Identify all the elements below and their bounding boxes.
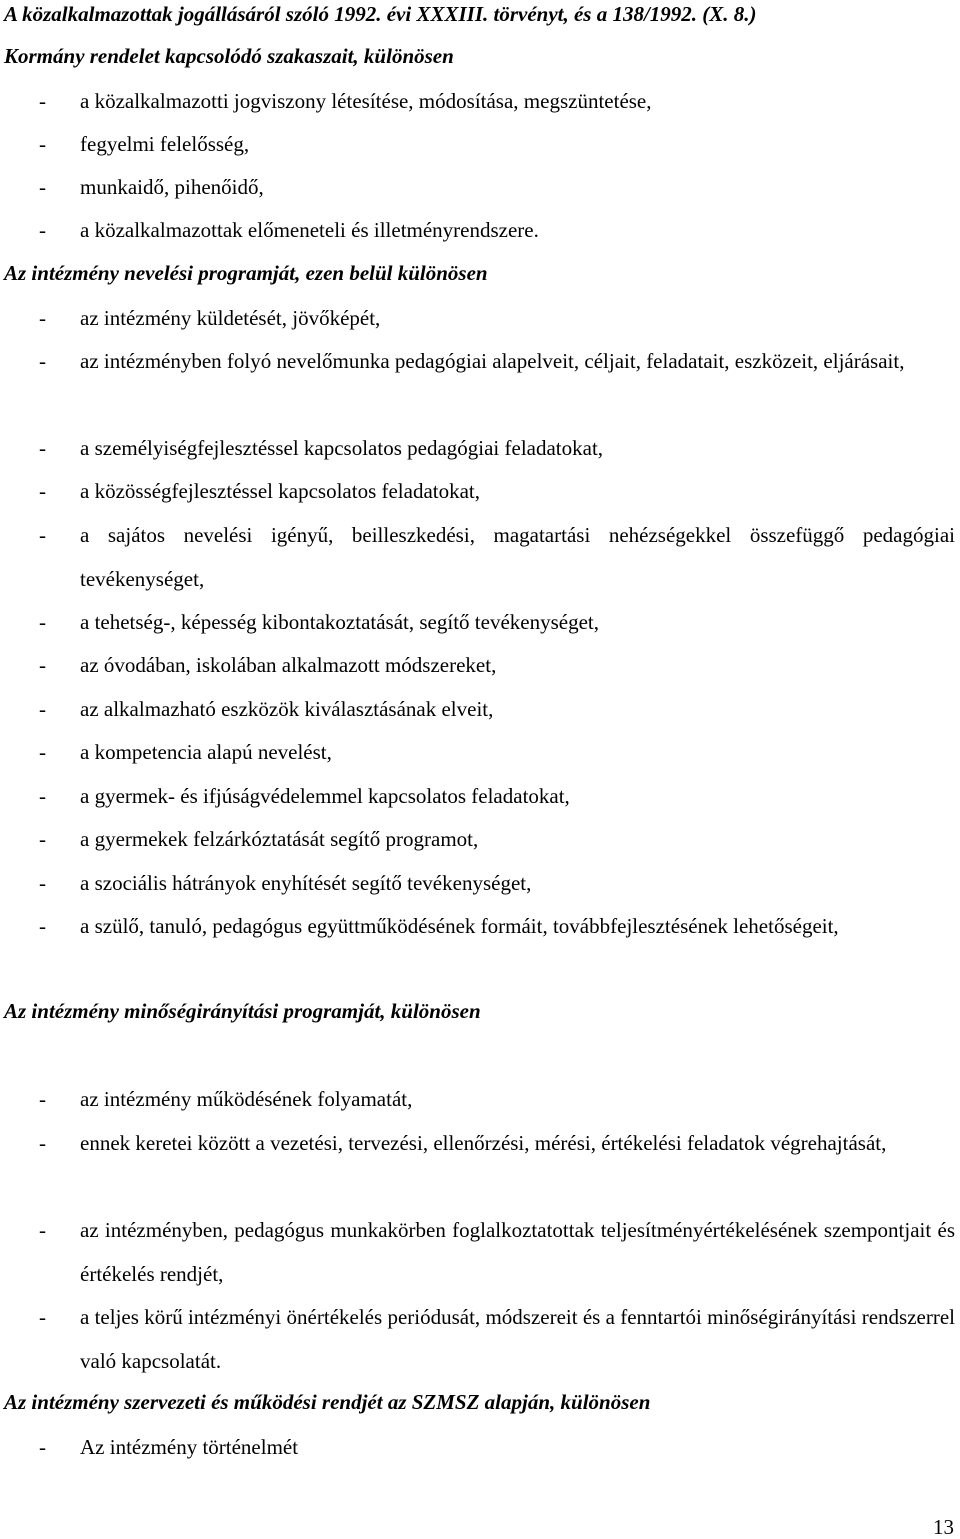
bullet-dash: - xyxy=(39,1435,46,1459)
list-item-text: a közalkalmazotti jogviszony létesítése, módosítása, megszüntetése, xyxy=(80,89,652,113)
list-item-text: a tehetség-, képesség kibontakoztatását, segítő tevékenységet, xyxy=(80,610,599,634)
list-item-text: a szociális hátrányok enyhítését segítő tevékenységet, xyxy=(80,871,532,895)
bullet-dash: - xyxy=(39,175,46,199)
list-item xyxy=(39,297,955,341)
list-item xyxy=(39,1296,955,1383)
bullet-dash: - xyxy=(39,697,46,721)
list-item xyxy=(39,775,955,819)
bullet-dash: - xyxy=(39,218,46,242)
list-item xyxy=(39,1078,955,1122)
list-item-text: ennek keretei között a vezetési, tervezési, ellenőrzési, mérési, értékelési feladatok végrehajtását, xyxy=(80,1131,887,1155)
bullet-dash: - xyxy=(39,740,46,764)
list-item xyxy=(39,123,955,167)
list-item xyxy=(39,514,955,601)
list-item xyxy=(39,1122,955,1166)
list-item xyxy=(39,80,955,124)
list-item xyxy=(39,862,955,906)
bullet-dash: - xyxy=(39,784,46,808)
list-item xyxy=(39,470,955,514)
list-item-text: munkaidő, pihenőidő, xyxy=(80,175,264,199)
list-item xyxy=(39,209,955,253)
list-item-text: az óvodában, iskolában alkalmazott módszereket, xyxy=(80,653,497,677)
list-item-text: a sajátos nevelési igényű, beilleszkedési, magatartási nehézségekkel összefüggő pedagógiai tevékenységet, xyxy=(80,523,955,591)
bullet-dash: - xyxy=(39,653,46,677)
bullet-dash: - xyxy=(39,1218,46,1242)
list-item-text: fegyelmi felelősség, xyxy=(80,132,250,156)
bullet-dash: - xyxy=(39,436,46,460)
list-item-text: a gyermekek felzárkóztatását segítő programot, xyxy=(80,827,479,851)
list-item-text: az intézmény küldetését, jövőképét, xyxy=(80,306,381,330)
bullet-dash: - xyxy=(39,306,46,330)
page-number: 13 xyxy=(933,1515,954,1539)
bullet-dash: - xyxy=(39,871,46,895)
list-item xyxy=(39,601,955,645)
list-item xyxy=(39,905,955,949)
bullet-dash: - xyxy=(39,479,46,503)
section-heading: Az intézmény szervezeti és működési rendjét az SZMSZ alapján, különösen xyxy=(4,1390,651,1414)
list-item xyxy=(39,1426,955,1470)
list-item-text: a gyermek- és ifjúságvédelemmel kapcsolatos feladatokat, xyxy=(80,784,570,808)
bullet-dash: - xyxy=(39,89,46,113)
list-item-text: az intézményben, pedagógus munkakörben foglalkoztatottak teljesítményértékelésének szempontjait és értékelés rendjét, xyxy=(80,1218,955,1286)
bullet-dash: - xyxy=(39,523,46,547)
list-item-text: a személyiségfejlesztéssel kapcsolatos pedagógiai feladatokat, xyxy=(80,436,604,460)
list-item xyxy=(39,1209,955,1296)
bullet-dash: - xyxy=(39,914,46,938)
bullet-dash: - xyxy=(39,1305,46,1329)
section-heading-line: A közalkalmazottak jogállásáról szóló 1992. évi XXXIII. törvényt, és a 138/1992. (X. 8.) xyxy=(4,2,757,26)
list-item-text: a teljes körű intézményi önértékelés periódusát, módszereit és a fenntartói minőségirányítási rendszerrel való kapcsolatát. xyxy=(80,1305,955,1373)
bullet-dash: - xyxy=(39,1131,46,1155)
list-item-text: a közalkalmazottak előmeneteli és illetményrendszere. xyxy=(80,218,539,242)
bullet-dash: - xyxy=(39,610,46,634)
list-item xyxy=(39,731,955,775)
section-heading: Az intézmény minőségirányítási programját, különösen xyxy=(4,999,481,1023)
list-item xyxy=(39,340,955,384)
list-item xyxy=(39,818,955,862)
bullet-dash: - xyxy=(39,132,46,156)
list-item xyxy=(39,688,955,732)
list-item-text: Az intézmény történelmét xyxy=(80,1435,299,1459)
list-item xyxy=(39,644,955,688)
list-item-text: a szülő, tanuló, pedagógus együttműködésének formáit, továbbfejlesztésének lehetőségeit, xyxy=(80,914,839,938)
section-heading: Az intézmény nevelési programját, ezen belül különösen xyxy=(4,261,488,285)
list-item-text: az alkalmazható eszközök kiválasztásának elveit, xyxy=(80,697,494,721)
list-item-text: az intézmény működésének folyamatát, xyxy=(80,1087,413,1111)
list-item-text: a közösségfejlesztéssel kapcsolatos feladatokat, xyxy=(80,479,481,503)
list-item-text: az intézményben folyó nevelőmunka pedagógiai alapelveit, céljait, feladatait, eszközeit, eljárásait, xyxy=(80,349,905,373)
bullet-dash: - xyxy=(39,349,46,373)
bullet-dash: - xyxy=(39,1087,46,1111)
section-heading-line: Kormány rendelet kapcsolódó szakaszait, különösen xyxy=(4,44,454,68)
list-item xyxy=(39,166,955,210)
bullet-dash: - xyxy=(39,827,46,851)
list-item xyxy=(39,427,955,471)
list-item-text: a kompetencia alapú nevelést, xyxy=(80,740,332,764)
